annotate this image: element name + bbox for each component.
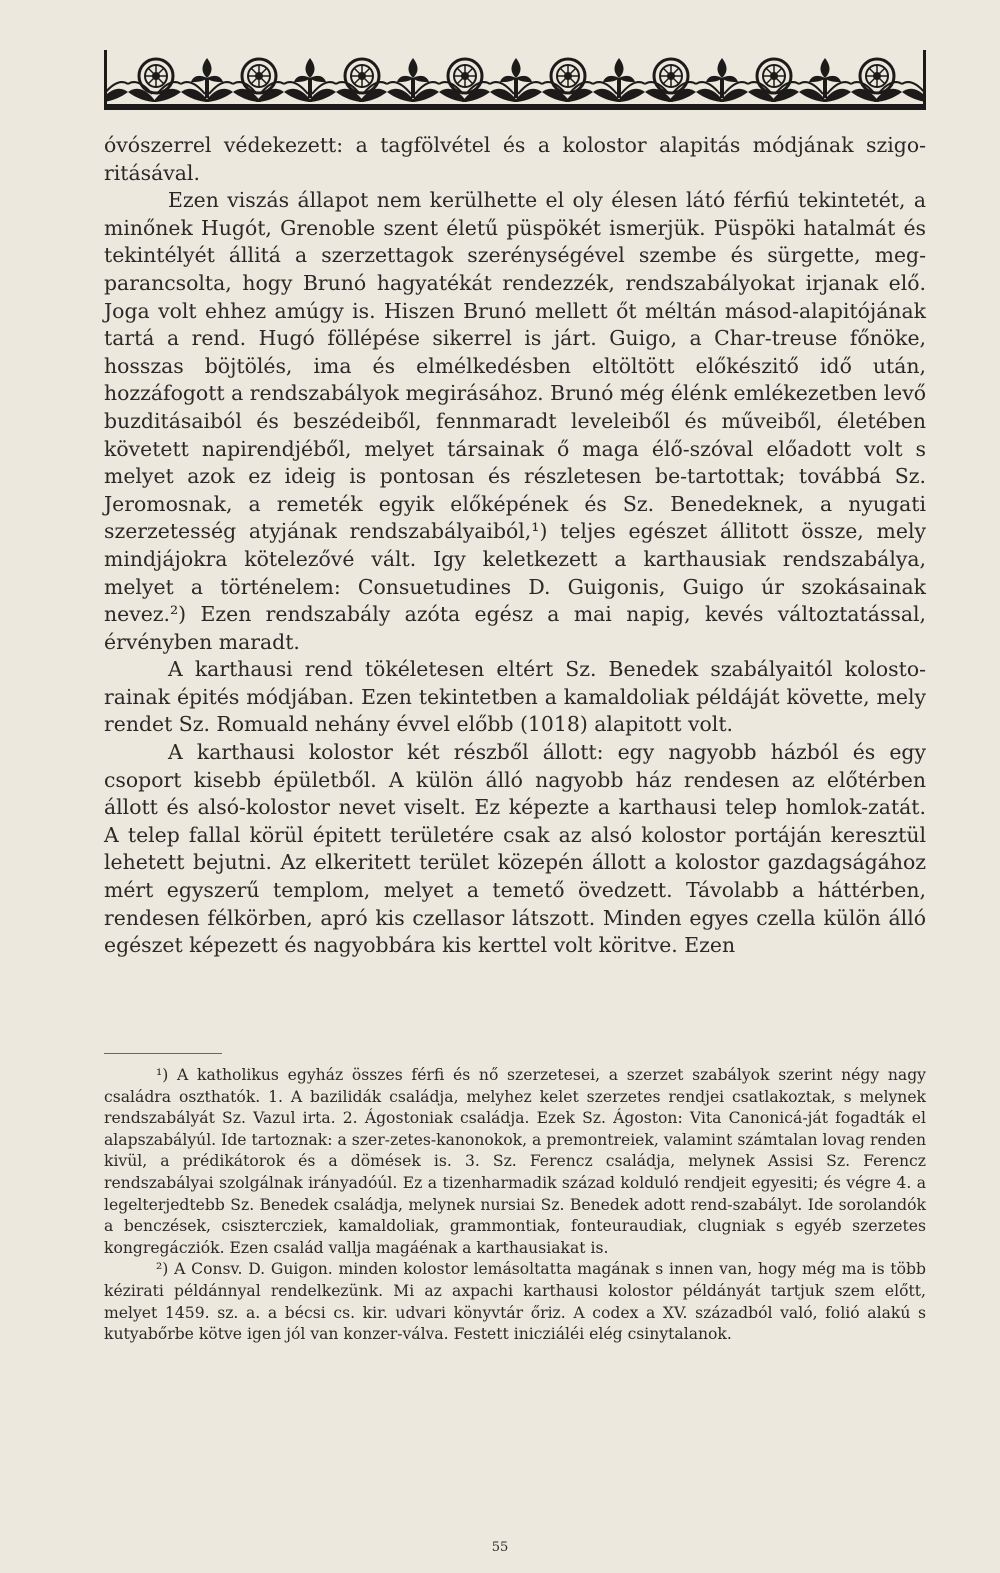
footnotes [104, 1065, 926, 1346]
footnote-divider [104, 1053, 222, 1054]
body-text [104, 132, 926, 960]
footnote: ²) A Consv. D. Guigon. minden kolostor lemásoltatta magának s innen van, hogy még ma is több kézirati példánnyal rendelkezünk. Mi az axpachi karthausi kolostor példányát tartjuk szem előtt, melyet 1459. sz. a. a bécsi cs. kir. udvari könyvtár őriz. A codex a XV. századból való, folió alakú s kutyabőrbe kötve igen jól van konzer-válva. Festett inicziáléi elég csinytalanok. [104, 1260, 926, 1344]
footnote: ¹) A katholikus egyház összes férfi és nő szerzetesei, a szerzet szabályok szerint négy nagy családra oszthatók. 1. A bazilidák családja, melyhez kelet szerzetes rendjei csatlakoztak, s melynek rendszabályát Sz. Vazul irta. 2. Ágostoniak családja. Ezek Sz. Ágoston: Vita Canonicá-ját fogadták el alapszabályúl. Ide tartoznak: a szer-zetes-kanonokok, a premontreiek, valamint számtalan lovag renden kivül, a prédikátorok és a dömések is. 3. Sz. Ferencz családja, melynek Assisi Sz. Ferencz rendszabályai szolgálnak irányadóúl. Ez a tizenharmadik század kolduló rendjeit egyesiti; és végre 4. a legelterjedtebb Sz. Benedek családja, melynek nursiai Sz. Benedek adott rend-szabályt. Ide sorolandók a benczések, csisztercziek, kamaldoliak, grammontiak, fonteuraudiak, clugniak s egyéb szerzetes kongregácziók. Ezen család vallja magáénak a karthausiakat is. [104, 1066, 926, 1257]
paragraph: óvószerrel védekezett: a tagfölvétel és a kolostor alapitás módjának szigo-ritásával. [104, 133, 926, 185]
paragraph: Ezen viszás állapot nem kerülhette el oly élesen látó férfiú tekintetét, a minőnek Hugót, Grenoble szent életű püspökét ismerjük. Püspöki hatalmát és tekintélyét állitá a szerzettagok szerénységével szembe és sürgette, meg-parancsolta, hogy Brunó hagyatékát rendezzék, rendszabályokat irjanak elő. Joga volt ehhez amúgy is. Hiszen Brunó mellett őt méltán másod-alapitójának tartá a rend. Hugó föllépése sikerrel is járt. Guigo, a Char-treuse főnöke, hosszas böjtölés, ima és elmélkedésben eltöltött előkészitő idő után, hozzáfogott a rendszabályok megirásához. Brunó még élénk emlékezetben levő buzditásaiból és beszédeiből, fennmaradt leveleiből és műveiből, életében követett napirendjéből, melyet társainak ő maga élő-szóval előadott volt s melyet azok ez ideig is pontosan és részletesen be-tartottak; továbbá Sz. Jeromosnak, a remeték egyik előképének és Sz. Benedeknek, a nyugati szerzetesség atyjának rendszabályaiból,¹) teljes egészet állitott össze, mely mindjájokra kötelezővé vált. Igy keletkezett a karthausiak rendszabálya, melyet a történelem: Consuetudines D. Guigonis, Guigo úr szokásainak nevez.²) Ezen rendszabály azóta egész a mai napig, kevés változtatással, érvényben maradt. [104, 188, 926, 654]
page-number: 55 [491, 1540, 509, 1555]
paragraph: A karthausi kolostor két részből állott: egy nagyobb házból és egy csoport kisebb épületből. A külön álló nagyobb ház rendesen az előtérben állott és alsó-kolostor nevet viselt. Ez képezte a karthausi telep homlok-zatát. A telep fallal körül épitett területére csak az alsó kolostor portáján keresztül lehetett bejutni. Az elkeritett terület közepén állott a kolostor gazdagságához mért egyszerű templom, melyet a temető övedzett. Távolabb a háttérben, rendesen félkörben, apró kis czellasor látszott. Minden egyes czella külön álló egészet képezett és nagyobbára kis kerttel volt köritve. Ezen [104, 740, 926, 958]
paragraph: A karthausi rend tökéletesen eltért Sz. Benedek szabályaitól kolosto-rainak épités módjában. Ezen tekintetben a kamaldoliak példáját követte, mely rendet Sz. Romuald nehány évvel előbb (1018) alapitott volt. [104, 657, 926, 737]
floral-frieze-ornament [104, 46, 926, 110]
